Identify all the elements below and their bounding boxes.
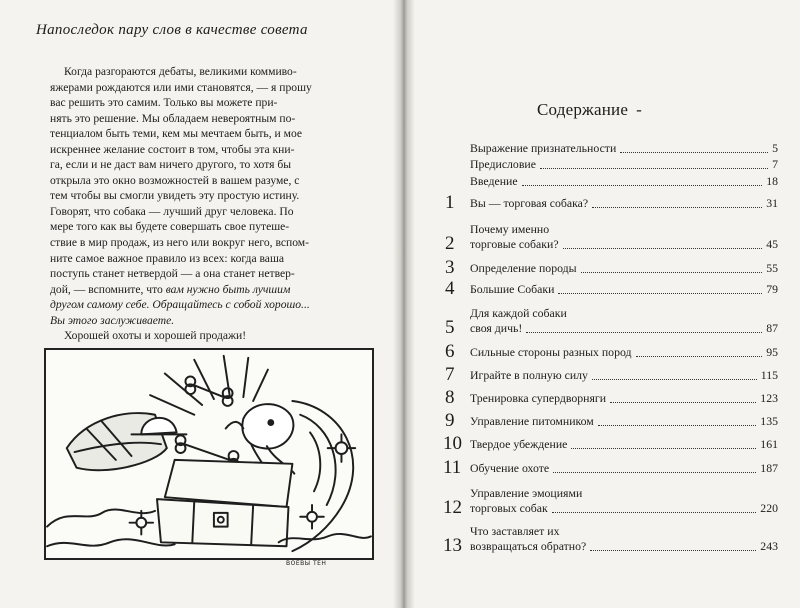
- toc-entry-title: Играйте в полную силу: [470, 368, 588, 382]
- body-line: искреннее желание состоит в том, чтобы эта кни-: [50, 142, 295, 156]
- toc-leader-dots: [598, 425, 757, 426]
- toc-title: [537, 100, 642, 120]
- body-line: мере того как вы будете совершать свое путеше-: [50, 220, 290, 234]
- toc-entry-title: Твердое убеждение: [470, 437, 568, 451]
- toc-chapter-number: 7: [445, 364, 455, 385]
- body-line: Когда разгораются дебаты, великими коммиво-: [64, 65, 297, 78]
- toc-page-number: 31: [766, 196, 778, 210]
- toc-entry-title: Почему именно: [470, 222, 550, 236]
- body-line-italic: [50, 297, 376, 313]
- body-line-mixed: [50, 282, 376, 298]
- closing-line: Хорошей охоты и хорошей продажи!: [64, 329, 247, 343]
- toc-page-number: 161: [760, 437, 778, 451]
- toc-title-text: Содержание: [537, 100, 629, 119]
- toc-page-number: 79: [766, 282, 778, 296]
- toc-leader-dots: [558, 293, 762, 294]
- body-line-italic: [50, 313, 376, 329]
- toc-entry-title: Управление питомником: [470, 414, 594, 428]
- toc-leader-dots: [553, 472, 756, 473]
- body-text-italic: другом самому себе. Обращайтесь с собой хорошо...: [50, 298, 310, 312]
- body-line: нять это решение. Мы обладаем невероятным по-: [50, 111, 296, 125]
- toc-chapter-number: 8: [445, 387, 455, 408]
- body-line: Говорят, что собака — лучший друг человека. По: [50, 204, 294, 218]
- toc-page-number: 5: [772, 141, 778, 155]
- toc-page-number: 115: [760, 368, 778, 382]
- toc-page-number: 243: [760, 539, 778, 553]
- cartoon-illustration: [44, 348, 374, 560]
- left-page: [0, 0, 393, 608]
- body-line: ствие в мир продаж, из него или вокруг него, вспом-: [50, 236, 310, 250]
- toc-page-number: 135: [760, 414, 778, 428]
- toc-chapter-number: 9: [445, 410, 455, 431]
- toc-page-number: 7: [772, 157, 778, 171]
- toc-title-dash: -: [636, 100, 642, 119]
- toc-entry-title: торговых собак: [470, 501, 548, 515]
- toc-chapter-number: 1: [445, 192, 455, 213]
- toc-leader-dots: [526, 332, 762, 333]
- toc-entry-title: Определение породы: [470, 261, 577, 275]
- toc-leader-dots: [620, 152, 768, 153]
- toc-page-number: 95: [766, 345, 778, 359]
- toc-entry-title: Выражение признательности: [470, 141, 617, 155]
- body-line: открыла это окно возможностей в вашем разуме, с: [50, 173, 300, 187]
- body-text-italic: вам нужно быть лучшим: [165, 282, 291, 296]
- toc-page-number: 123: [760, 391, 778, 405]
- toc-page-number: 45: [766, 237, 778, 251]
- body-line: яжерами рождаются или ими становятся, — я прошу: [50, 80, 312, 94]
- toc-entry-title: Управление эмоциями: [470, 486, 583, 500]
- toc-entry-title: Обучение охоте: [470, 461, 550, 475]
- body-line: тенциалом быть теми, кем мы мечтаем быть, и мое: [50, 127, 303, 141]
- toc-chapter-number: 13: [443, 535, 462, 556]
- toc-entry-title: Для каждой собаки: [470, 306, 567, 320]
- dog-treasure-chest-cartoon: [46, 350, 372, 558]
- toc-entry-title: возвращаться обратно?: [470, 539, 587, 553]
- toc-leader-dots: [590, 550, 756, 551]
- toc-chapter-number: 4: [445, 278, 455, 299]
- toc-leader-dots: [610, 402, 756, 403]
- toc-entry-title: своя дичь!: [470, 321, 523, 335]
- body-text-italic: Вы этого заслуживаете.: [50, 313, 175, 327]
- toc-entry-title: Тренировка супердворняги: [470, 391, 607, 405]
- toc-entry-title: Предисловие: [470, 157, 536, 171]
- toc-chapter-number: 6: [445, 341, 455, 362]
- left-page-heading: Напоследок пару слов в качестве совета: [36, 22, 308, 38]
- body-line: га, если и не даст вам ничего другого, то хотя бы: [50, 158, 292, 172]
- toc-leader-dots: [552, 512, 757, 513]
- toc-chapter-number: 10: [443, 433, 462, 454]
- body-line: вас решить это самим. Только вы можете при-: [50, 96, 278, 110]
- right-page: [415, 0, 800, 608]
- toc-entry-title: Вы — торговая собака?: [470, 196, 589, 210]
- illustration-credit: ВОЕВЫ ТЕН: [286, 560, 327, 567]
- toc-entry-title: торговые собаки?: [470, 237, 559, 251]
- toc-leader-dots: [522, 185, 763, 186]
- toc-entry-title: Сильные стороны разных пород: [470, 345, 632, 359]
- book-gutter: [393, 0, 415, 608]
- toc-page-number: 87: [766, 321, 778, 335]
- toc-leader-dots: [563, 248, 763, 249]
- body-line: ните самое важное правило из всех: когда ваша: [50, 251, 285, 265]
- toc-page-number: 187: [760, 461, 778, 475]
- body-line: тем чтобы вы смогли увидеть эту простую истину.: [50, 189, 300, 203]
- toc-chapter-number: 2: [445, 233, 455, 254]
- toc-entry-title: Большие Собаки: [470, 282, 555, 296]
- body-text-plain: дой, — вспомните, что: [50, 282, 166, 296]
- toc-leader-dots: [581, 272, 763, 273]
- toc-chapter-number: 3: [445, 257, 455, 278]
- body-line: поступь станет нетвердой — а она станет нетвер-: [50, 267, 295, 281]
- toc-page-number: 55: [766, 261, 778, 275]
- left-page-body: [50, 64, 376, 344]
- toc-chapter-number: 11: [443, 457, 462, 478]
- toc-leader-dots: [571, 448, 756, 449]
- toc-leader-dots: [592, 379, 757, 380]
- toc-leader-dots: [636, 356, 763, 357]
- toc-chapter-number: 5: [445, 317, 455, 338]
- toc-chapter-number: 12: [443, 497, 462, 518]
- toc-page-number: 220: [760, 501, 778, 515]
- toc-page-number: 18: [766, 174, 778, 188]
- toc-leader-dots: [540, 168, 768, 169]
- toc-entry-title: Что заставляет их: [470, 524, 560, 538]
- toc-leader-dots: [592, 207, 762, 208]
- toc-entry-title: Введение: [470, 174, 518, 188]
